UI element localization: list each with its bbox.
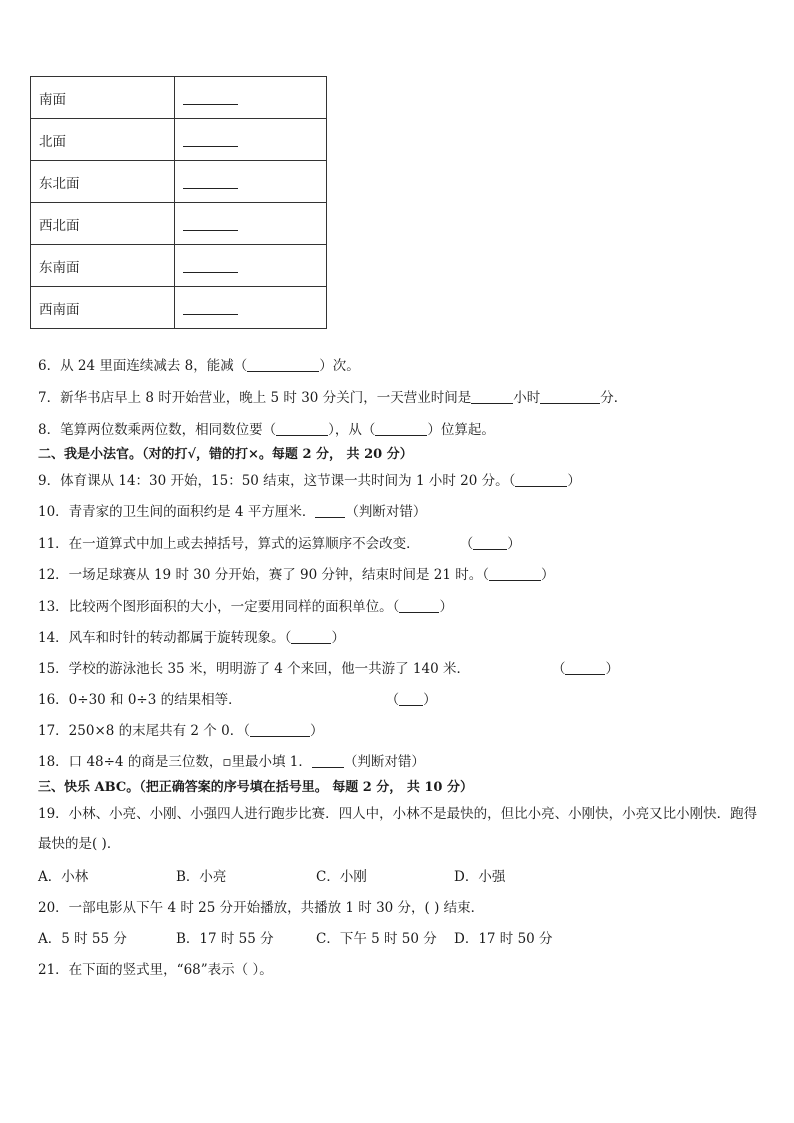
table-row [31,119,327,161]
answer-blank[interactable] [183,133,238,147]
question-11: 11．在一道算式中加上或去掉括号，算式的运算顺序不会改变． （ ） [38,536,521,552]
direction-table [30,76,327,329]
direction-label: 东南面 [31,245,175,287]
answer-cell[interactable] [175,161,327,203]
option-a[interactable]: A．小林 [38,869,89,885]
answer-blank[interactable] [312,755,344,768]
table-row [31,287,327,329]
question-19-text: 19．小林、小亮、小刚、小强四人进行跑步比赛．四人中，小林不是最快的，但比小亮、小刚快，小亮又比小刚快．跑得最快的是( )． [38,806,758,852]
question-12: 12．一场足球赛从 19 时 30 分开始，赛了 90 分钟，结束时间是 21 时。（ ） [38,567,555,583]
option-a[interactable]: A．5 时 55 分 [38,931,127,947]
answer-cell[interactable] [175,119,327,161]
direction-label: 西南面 [31,287,175,329]
answer-blank[interactable] [489,568,541,581]
answer-blank[interactable] [183,175,238,189]
question-14: 14．风车和时针的转动都属于旋转现象。（ ） [38,630,345,646]
answer-cell[interactable] [175,287,327,329]
answer-blank[interactable] [183,217,238,231]
answer-cell[interactable] [175,77,327,119]
answer-blank[interactable] [276,423,328,436]
answer-blank[interactable] [399,693,423,706]
answer-blank[interactable] [375,423,427,436]
table-row [31,203,327,245]
question-8: 8．笔算两位数乘两位数，相同数位要（ ），从（ ）位算起。 [38,422,495,438]
direction-label: 西北面 [31,203,175,245]
answer-blank[interactable] [183,259,238,273]
answer-blank[interactable] [183,91,238,105]
answer-blank[interactable] [473,537,507,550]
question-10: 10．青青家的卫生间的面积约是 4 平方厘米． （判断对错） [38,504,427,520]
question-19-options [38,868,505,886]
answer-blank[interactable] [515,474,567,487]
question-7: 7．新华书店早上 8 时开始营业，晚上 5 时 30 分关门，一天营业时间是 小时 分． [38,390,628,406]
option-c[interactable]: C．下午 5 时 50 分 [316,931,437,947]
answer-blank[interactable] [291,631,331,644]
answer-blank[interactable] [250,724,310,737]
section-title: 二、我是小法官。（对的打√，错的打×。每题 2 分， 共 20 分） [38,447,413,462]
question-16: 16．0÷30 和 0÷3 的结果相等． （ ） [38,692,437,708]
question-13: 13．比较两个图形面积的大小，一定要用同样的面积单位。（ ） [38,599,453,615]
option-c[interactable]: C．小刚 [316,869,367,885]
table-row [31,245,327,287]
question-17: 17．250×8 的末尾共有 2 个 0．（ ） [38,723,324,739]
question-20-text: 20．一部电影从下午 4 时 25 分开始播放，共播放 1 时 30 分，( ) 结束． [38,900,485,916]
question-15: 15．学校的游泳池长 35 米，明明游了 4 个来回，他一共游了 140 米． （ ） [38,661,619,677]
option-b[interactable]: B．17 时 55 分 [176,931,274,947]
answer-blank[interactable] [247,359,319,372]
direction-label: 南面 [31,77,175,119]
direction-label: 东北面 [31,161,175,203]
answer-cell[interactable] [175,245,327,287]
option-b[interactable]: B．小亮 [176,869,227,885]
question-20-options [38,930,553,948]
answer-cell[interactable] [175,203,327,245]
section-title: 三、快乐 ABC。（把正确答案的序号填在括号里。 每题 2 分， 共 10 分） [38,780,473,795]
option-d[interactable]: D．17 时 50 分 [454,931,553,947]
direction-label: 北面 [31,119,175,161]
question-9: 9．体育课从 14：30 开始，15：50 结束，这节课一共时间为 1 小时 20 分。（ ） [38,473,581,489]
answer-blank[interactable] [565,662,605,675]
answer-blank[interactable] [315,505,345,518]
question-6: 6．从 24 里面连续减去 8，能减（ ）次。 [38,358,360,374]
question-21-text: 21．在下面的竖式里，“68”表示（ ）。 [38,962,273,978]
answer-blank[interactable] [183,301,238,315]
answer-blank[interactable] [399,600,439,613]
answer-blank[interactable] [471,391,513,404]
table-row [31,161,327,203]
answer-blank[interactable] [540,391,600,404]
option-d[interactable]: D．小强 [454,869,506,885]
table-row [31,77,327,119]
question-18: 18．口 48÷4 的商是三位数，▫里最小填 1． （判断对错） [38,754,425,770]
